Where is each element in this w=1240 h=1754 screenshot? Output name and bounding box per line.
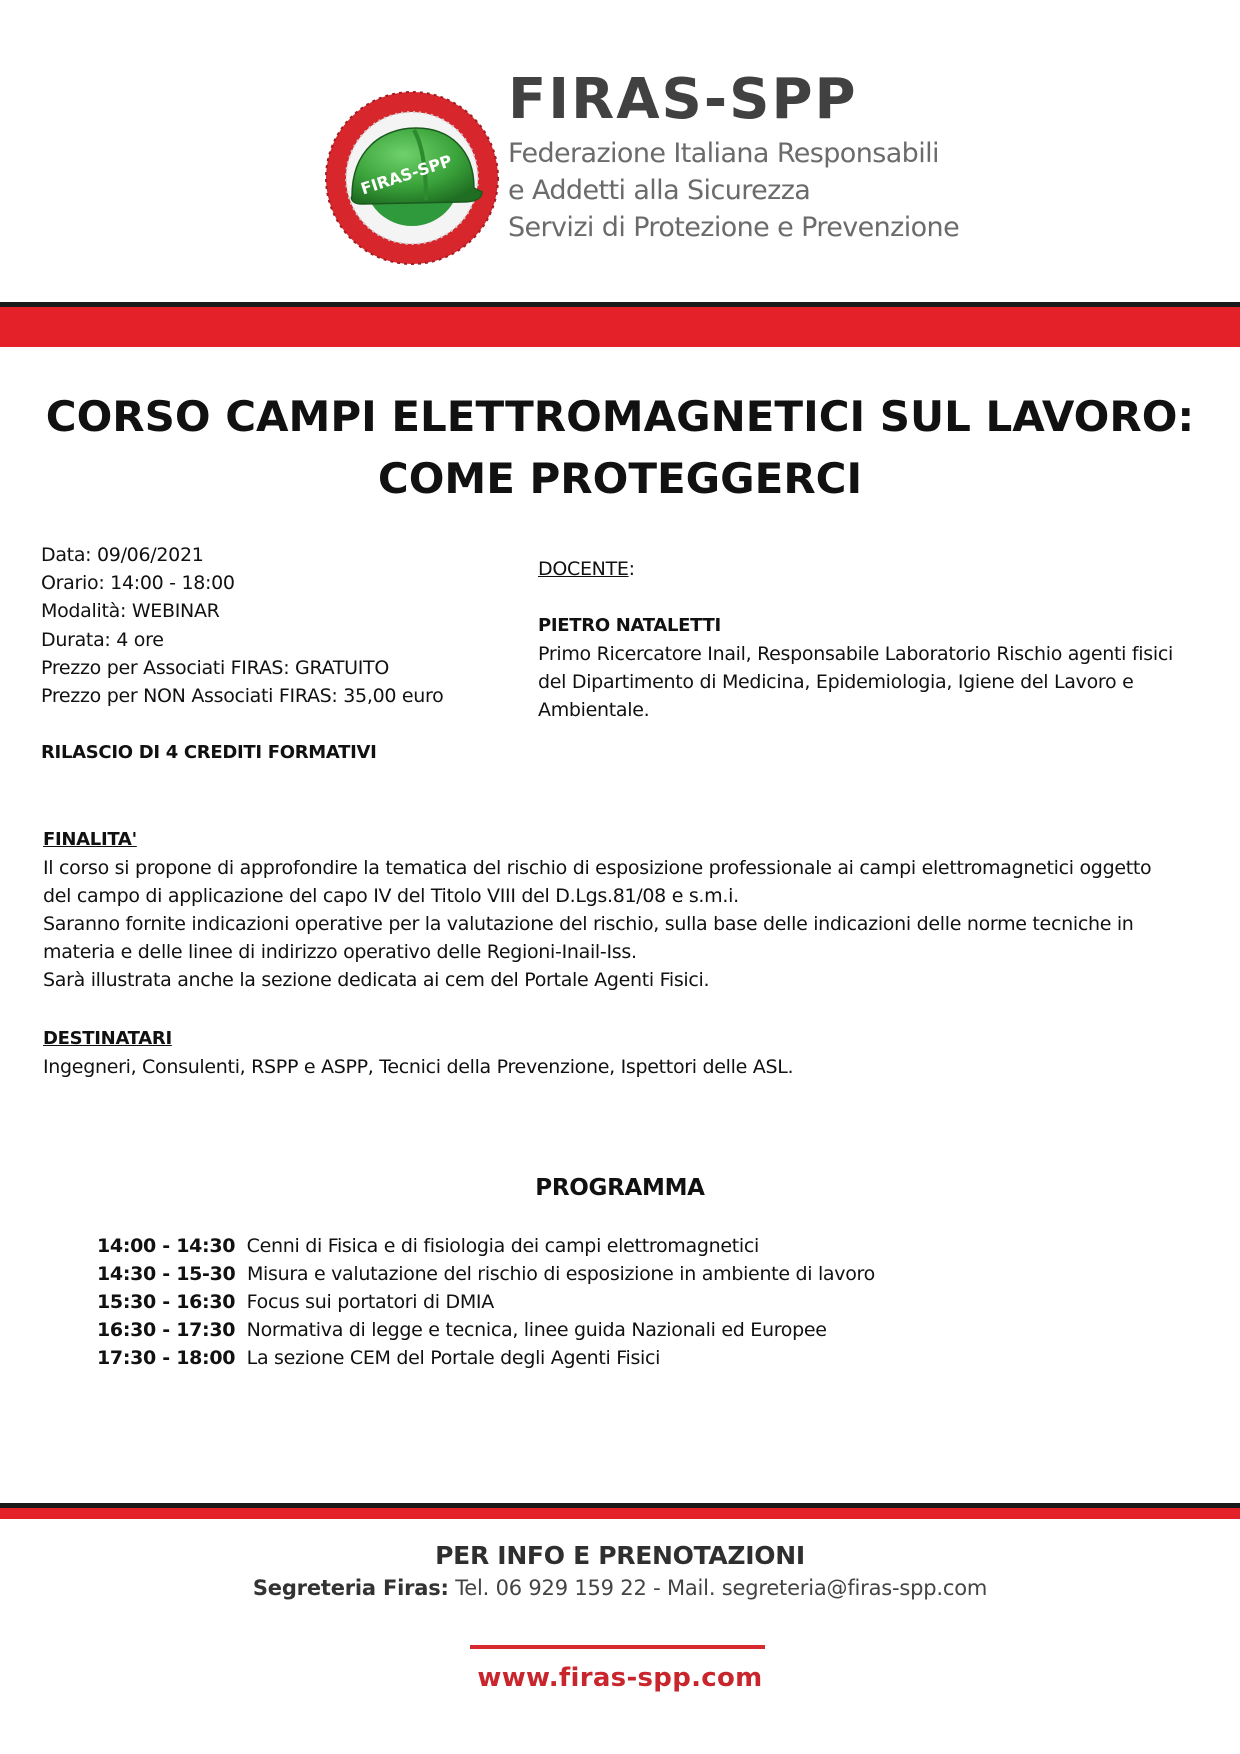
info-duration: Durata: 4 ore <box>41 629 164 651</box>
programma-heading: PROGRAMMA <box>535 1175 705 1201</box>
page-title-line-1: CORSO CAMPI ELETTROMAGNETICI SUL LAVORO: <box>45 392 1195 441</box>
programma-desc: Misura e valutazione del rischio di esposizione in ambiente di lavoro <box>246 1263 875 1285</box>
info-mode: Modalità: WEBINAR <box>41 600 220 622</box>
footer-heading: PER INFO E PRENOTAZIONI <box>435 1541 805 1570</box>
programma-time: 16:30 - 17:30 <box>97 1319 236 1341</box>
docente-bio-line: Ambientale. <box>538 699 650 721</box>
finalita-line: Il corso si propone di approfondire la tematica del rischio di esposizione professionale ai campi elettromagnetici oggetto <box>43 857 1152 879</box>
programma-time: 17:30 - 18:00 <box>97 1347 236 1369</box>
brand-title: FIRAS-SPP <box>508 67 858 132</box>
info-price-members: Prezzo per Associati FIRAS: GRATUITO <box>41 657 389 679</box>
programma-desc: La sezione CEM del Portale degli Agenti Fisici <box>246 1347 661 1369</box>
footer-website-link[interactable]: www.firas-spp.com <box>477 1663 763 1693</box>
programma-time: 15:30 - 16:30 <box>97 1291 236 1313</box>
programma-item <box>97 1237 759 1256</box>
destinatari-heading: DESTINATARI <box>43 1028 172 1049</box>
brand-subtitle-line: Federazione Italiana Responsabili <box>508 138 939 169</box>
page-title-line-2: COME PROTEGGERCI <box>377 454 863 503</box>
footer-accent-line <box>470 1645 765 1649</box>
programma-item <box>97 1349 660 1368</box>
cockade-helmet-icon <box>322 88 502 268</box>
finalita-line: del campo di applicazione del capo IV del Titolo VIII del D.Lgs.81/08 e s.m.i. <box>43 885 739 907</box>
info-price-nonmembers: Prezzo per NON Associati FIRAS: 35,00 euro <box>41 685 444 707</box>
programma-item <box>97 1321 827 1340</box>
destinatari-text: Ingegneri, Consulenti, RSPP e ASPP, Tecnici della Prevenzione, Ispettori delle ASL. <box>43 1056 794 1078</box>
programma-desc: Normativa di legge e tecnica, linee guida Nazionali ed Europee <box>246 1319 827 1341</box>
programma-item <box>97 1265 875 1284</box>
docente-label-colon: : <box>628 558 635 580</box>
programma-desc: Focus sui portatori di DMIA <box>246 1291 494 1313</box>
finalita-line: Saranno fornite indicazioni operative per la valutazione del rischio, sulla base delle indicazioni delle norme tecniche in <box>43 913 1134 935</box>
programma-time: 14:00 - 14:30 <box>97 1235 236 1257</box>
docente-label-text: DOCENTE <box>538 558 629 580</box>
docente-label <box>538 560 635 579</box>
footer-contact-label: Segreteria Firas: <box>252 1576 449 1600</box>
programma-item <box>97 1293 494 1312</box>
logo-emblem <box>322 88 502 268</box>
docente-bio-line: Primo Ricercatore Inail, Responsabile Laboratorio Rischio agenti fisici <box>538 643 1173 665</box>
footer-contact <box>0 1578 1240 1599</box>
footer-contact-text: Tel. 06 929 159 22 - Mail. segreteria@firas-spp.com <box>455 1576 988 1600</box>
programma-desc: Cenni di Fisica e di fisiologia dei campi elettromagnetici <box>246 1235 759 1257</box>
info-date: Data: 09/06/2021 <box>41 544 204 566</box>
info-credits: RILASCIO DI 4 CREDITI FORMATIVI <box>41 742 377 763</box>
programma-time: 14:30 - 15-30 <box>97 1263 236 1285</box>
finalita-line: materia e delle linee di indirizzo operativo delle Regioni-Inail-Iss. <box>43 941 637 963</box>
info-time: Orario: 14:00 - 18:00 <box>41 572 235 594</box>
finalita-line: Sarà illustrata anche la sezione dedicata ai cem del Portale Agenti Fisici. <box>43 969 710 991</box>
docente-name: PIETRO NATALETTI <box>538 615 721 636</box>
docente-bio-line: del Dipartimento di Medicina, Epidemiologia, Igiene del Lavoro e <box>538 671 1134 693</box>
logo-badge-text: FIRAS-SPP <box>358 151 455 199</box>
finalita-heading: FINALITA' <box>43 829 137 850</box>
header-divider-red <box>0 307 1240 347</box>
brand-subtitle-line: Servizi di Protezione e Prevenzione <box>508 212 960 243</box>
footer-divider-red <box>0 1508 1240 1519</box>
brand-subtitle-line: e Addetti alla Sicurezza <box>508 175 811 206</box>
